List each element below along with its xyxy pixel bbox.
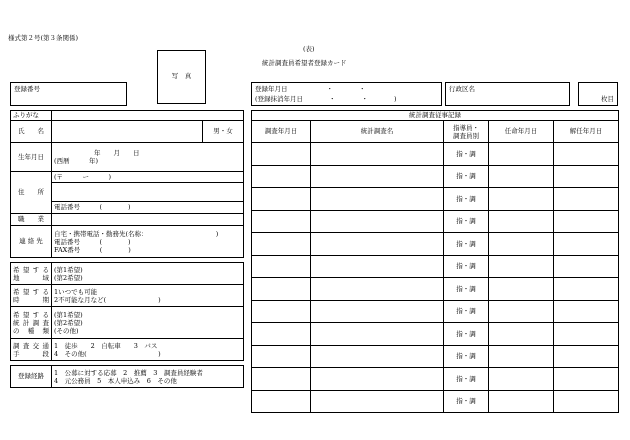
contact-field[interactable] — [52, 226, 244, 258]
appoint-date-cell[interactable] — [489, 300, 554, 323]
role-cell[interactable]: 指・調 — [444, 278, 489, 301]
role-cell[interactable]: 指・調 — [444, 345, 489, 368]
address-label: 住 所 — [11, 172, 52, 214]
dismiss-date-cell[interactable] — [554, 255, 619, 278]
dismiss-date-cell[interactable] — [554, 345, 619, 368]
survey-date-cell[interactable] — [252, 188, 311, 211]
time-row — [11, 285, 244, 307]
survey-name-cell[interactable] — [311, 300, 444, 323]
history-table — [251, 110, 619, 413]
job-label: 職 業 — [11, 214, 52, 226]
appoint-date-cell[interactable] — [489, 323, 554, 346]
history-row — [252, 345, 619, 368]
appoint-date-cell[interactable] — [489, 210, 554, 233]
survey-date-cell[interactable] — [252, 390, 311, 413]
name-label: 氏 名 — [11, 121, 52, 143]
history-row — [252, 368, 619, 391]
photo-label: 写 真 — [171, 72, 192, 80]
survey-name-cell[interactable] — [311, 165, 444, 188]
furigana-field[interactable] — [52, 111, 244, 121]
delete-date-label: (登録抹消年月日 ・ ・ ) — [255, 95, 397, 103]
table-marker: (表) — [303, 45, 315, 53]
form-number: 様式第２号(第３条関係) — [8, 34, 79, 42]
survey-name-cell[interactable] — [311, 233, 444, 256]
area-choice-1: (第1希望) — [54, 265, 83, 274]
route-options-1: 1 公募に対する応募 2 推薦 3 調査員経験者 — [54, 368, 203, 377]
appoint-date-cell[interactable] — [489, 233, 554, 256]
history-row — [252, 143, 619, 166]
birth-date-line: 年 月 日 — [94, 149, 140, 157]
area-label: 希望する 地 域 — [11, 263, 52, 285]
role-cell[interactable]: 指・調 — [444, 165, 489, 188]
contact-place-line: 自宅・携帯電話・勤務先(名称： ) — [54, 229, 219, 238]
birth-western-line: (西暦 年) — [54, 157, 99, 165]
survey-type-label: 希望する 統計調査 の 種 類 — [11, 307, 52, 339]
transport-options-2: 4 その他( ) — [54, 349, 161, 358]
area-row — [11, 263, 244, 285]
history-row — [252, 210, 619, 233]
route-row — [11, 366, 244, 388]
survey-date-cell[interactable] — [252, 165, 311, 188]
dismiss-date-cell[interactable] — [554, 233, 619, 256]
survey-date-cell[interactable] — [252, 233, 311, 256]
survey-name-cell[interactable] — [311, 143, 444, 166]
appoint-date-cell[interactable] — [489, 390, 554, 413]
role-cell[interactable]: 指・調 — [444, 255, 489, 278]
furigana-label: ふりがな — [11, 111, 52, 121]
survey-name-cell[interactable] — [311, 278, 444, 301]
job-row — [11, 214, 244, 226]
survey-type-choice-2: (第2希望) — [54, 318, 83, 327]
birth-field[interactable] — [52, 143, 244, 172]
role-cell[interactable]: 指・調 — [444, 188, 489, 211]
survey-date-cell[interactable] — [252, 368, 311, 391]
survey-date-cell[interactable] — [252, 143, 311, 166]
role-cell[interactable]: 指・調 — [444, 323, 489, 346]
postal-field[interactable]: (〒 ー ) — [52, 172, 244, 183]
history-row — [252, 255, 619, 278]
dismiss-date-cell[interactable] — [554, 188, 619, 211]
survey-date-cell[interactable] — [252, 255, 311, 278]
dismiss-date-cell[interactable] — [554, 210, 619, 233]
transport-options-1: 1 徒歩 2 自転車 3 バス — [54, 341, 158, 350]
dismiss-date-cell[interactable] — [554, 165, 619, 188]
address-row-1 — [11, 172, 244, 183]
dismiss-date-cell[interactable] — [554, 300, 619, 323]
personal-info-table — [10, 110, 244, 388]
history-title: 統計調査従事記録 — [252, 111, 619, 121]
transport-row — [11, 339, 244, 361]
area-choice-2: (第2希望) — [54, 273, 83, 282]
col-dismiss-date: 解任年月日 — [554, 121, 619, 143]
furigana-row — [11, 111, 244, 121]
history-row — [252, 300, 619, 323]
dismiss-date-cell[interactable] — [554, 143, 619, 166]
name-row — [11, 121, 244, 143]
survey-date-cell[interactable] — [252, 300, 311, 323]
col-survey-name: 統計調査名 — [311, 121, 444, 143]
time-option-anytime: 1いつでも可能 — [54, 287, 98, 296]
reg-number-label: 登録番号 — [14, 85, 40, 93]
reg-date-box[interactable] — [251, 82, 442, 106]
history-row — [252, 233, 619, 256]
sheet-number-label: 枚目 — [601, 95, 614, 103]
dismiss-date-cell[interactable] — [554, 368, 619, 391]
birth-label: 生年月日 — [11, 143, 52, 172]
form-title: 統計調査員希望者登録カード — [262, 59, 347, 67]
route-options-2: 4 元公務員 5 本人申込み 6 その他 — [54, 376, 177, 385]
survey-name-cell[interactable] — [311, 368, 444, 391]
role-cell[interactable]: 指・調 — [444, 143, 489, 166]
history-row — [252, 323, 619, 346]
survey-name-cell[interactable] — [311, 345, 444, 368]
time-field[interactable] — [52, 285, 244, 307]
history-row — [252, 165, 619, 188]
photo-box — [157, 50, 206, 104]
transport-field[interactable] — [52, 339, 244, 361]
survey-type-other: (その他) — [54, 326, 79, 335]
gender-field[interactable]: 男・女 — [203, 121, 244, 143]
dismiss-date-cell[interactable] — [554, 323, 619, 346]
sheet-number-box[interactable] — [578, 82, 618, 106]
dismiss-date-cell[interactable] — [554, 278, 619, 301]
survey-name-cell[interactable] — [311, 188, 444, 211]
appoint-date-cell[interactable] — [489, 345, 554, 368]
contact-fax-line: FAX番号 ( ) — [54, 245, 131, 254]
survey-name-cell[interactable] — [311, 390, 444, 413]
role-cell[interactable]: 指・調 — [444, 300, 489, 323]
history-row — [252, 390, 619, 413]
area-field[interactable] — [52, 263, 244, 285]
route-label: 登録経路 — [11, 366, 52, 388]
survey-date-cell[interactable] — [252, 210, 311, 233]
survey-name-cell[interactable] — [311, 255, 444, 278]
address-phone-field[interactable]: 電話番号 ( ) — [52, 202, 244, 214]
route-field[interactable] — [52, 366, 244, 388]
transport-label: 調査交通 手 段 — [11, 339, 52, 361]
time-option-unavailable: 2不可能な月など( ) — [54, 295, 161, 304]
appoint-date-cell[interactable] — [489, 165, 554, 188]
col-role: 指導員・ 調査員別 — [444, 121, 489, 143]
role-cell[interactable]: 指・調 — [444, 390, 489, 413]
history-row — [252, 278, 619, 301]
survey-date-cell[interactable] — [252, 323, 311, 346]
appoint-date-cell[interactable] — [489, 255, 554, 278]
role-cell[interactable]: 指・調 — [444, 233, 489, 256]
col-appoint-date: 任命年月日 — [489, 121, 554, 143]
appoint-date-cell[interactable] — [489, 368, 554, 391]
survey-name-cell[interactable] — [311, 323, 444, 346]
address-field[interactable] — [52, 183, 244, 202]
contact-row — [11, 226, 244, 258]
role-cell[interactable]: 指・調 — [444, 368, 489, 391]
name-field[interactable] — [52, 121, 203, 143]
reg-number-box[interactable] — [10, 82, 127, 106]
col-survey-date: 調査年月日 — [252, 121, 311, 143]
job-field[interactable] — [52, 214, 244, 226]
contact-phone-line: 電話番号 ( ) — [54, 237, 131, 246]
birth-row — [11, 143, 244, 172]
role-cell[interactable]: 指・調 — [444, 210, 489, 233]
appoint-date-cell[interactable] — [489, 278, 554, 301]
reg-date-label: 登録年月日 ・ ・ — [255, 85, 366, 93]
survey-date-cell[interactable] — [252, 278, 311, 301]
ward-label: 行政区名 — [449, 85, 475, 93]
history-row — [252, 188, 619, 211]
dismiss-date-cell[interactable] — [554, 390, 619, 413]
appoint-date-cell[interactable] — [489, 188, 554, 211]
contact-label: 連 絡 先 — [11, 226, 52, 258]
appoint-date-cell[interactable] — [489, 143, 554, 166]
survey-type-field[interactable] — [52, 307, 244, 339]
ward-box[interactable] — [445, 82, 570, 106]
survey-type-choice-1: (第1希望) — [54, 310, 83, 319]
time-label: 希望する 時 期 — [11, 285, 52, 307]
survey-name-cell[interactable] — [311, 210, 444, 233]
history-rows — [252, 143, 619, 413]
survey-type-row — [11, 307, 244, 339]
survey-date-cell[interactable] — [252, 345, 311, 368]
